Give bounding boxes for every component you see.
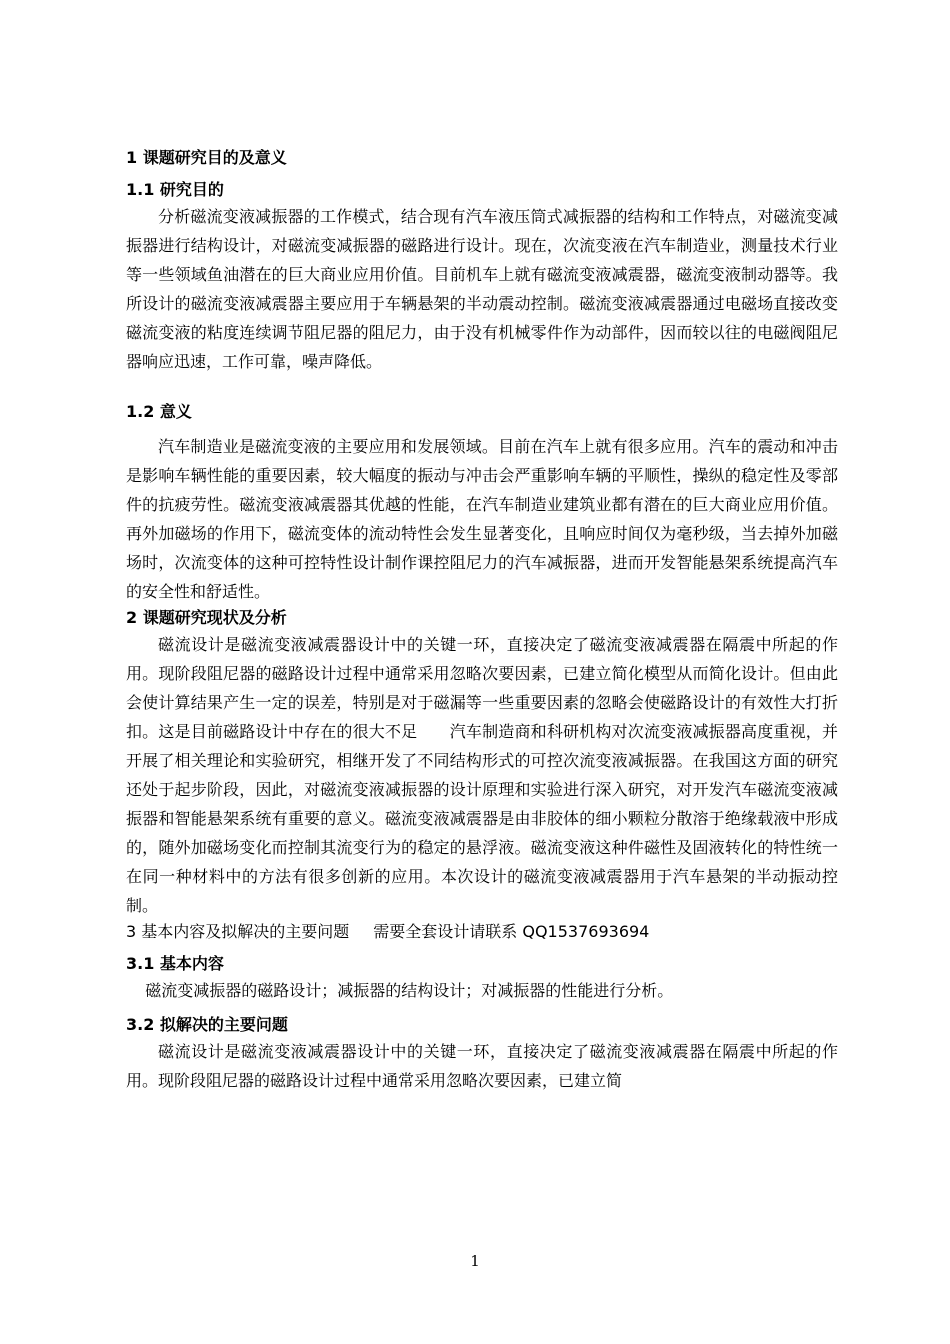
section-3-2-paragraph: 磁流设计是磁流变液减震器设计中的关键一环，直接决定了磁流变液减震器在隔震中所起的作用。现阶段阻尼器的磁路设计过程中通常采用忽略次要因素，已建立简 (126, 1042, 838, 1090)
section-1-1-heading: 1.1 研究目的 (126, 180, 224, 199)
page-content (126, 146, 838, 1095)
section-3-heading: 3 基本内容及拟解决的主要问题 (126, 922, 350, 941)
section-3-2-heading: 3.2 拟解决的主要问题 (126, 1015, 288, 1034)
section-1-heading: 1 课题研究目的及意义 (126, 148, 287, 167)
section-1-2-heading: 1.2 意义 (126, 402, 192, 421)
section-1-2-paragraph: 汽车制造业是磁流变液的主要应用和发展领域。目前在汽车上就有很多应用。汽车的震动和冲击是影响车辆性能的重要因素，较大幅度的振动与冲击会严重影响车辆的平顺性，操纵的稳定性及零部件的抗疲劳性。磁流变液减震器其优越的性能，在汽车制造业建筑业都有潜在的巨大商业应用价值。再外加磁场的作用下，磁流变体的流动特性会发生显著变化，且响应时间仅为毫秒级，当去掉外加磁场时，次流变体的这种可控特性设计制作课控阻尼力的汽车减振器，进而开发智能悬架系统提高汽车的安全性和舒适性。 (126, 437, 838, 601)
contact-note: 需要全套设计请联系 QQ1537693694 (373, 922, 650, 941)
section-2-heading: 2 课题研究现状及分析 (126, 608, 287, 627)
section-2-paragraph: 磁流设计是磁流变液减震器设计中的关键一环，直接决定了磁流变液减震器在隔震中所起的作用。现阶段阻尼器的磁路设计过程中通常采用忽略次要因素，已建立简化模型从而简化设计。但由此会使计算结果产生一定的误差，特别是对于磁漏等一些重要因素的忽略会使磁路设计的有效性大打折扣。这是目前磁路设计中存在的很大不足 汽车制造商和科研机构对次流变液减振器高度重视，并开展了相关理论和实验研究，相继开发了不同结构形式的可控次流变液减振器。在我国这方面的研究还处于起步阶段，因此，对磁流变液减振器的设计原理和实验进行深入研究，对开发汽车磁流变液减振器和智能悬架系统有重要的意义。磁流变液减震器是由非胶体的细小颗粒分散溶于绝缘载液中形成的，随外加磁场变化而控制其流变行为的稳定的悬浮液。磁流变液这种件磁性及固液转化的特性统一在同一种材料中的方法有很多创新的应用。本次设计的磁流变液减震器用于汽车悬架的半动振动控制。 (126, 635, 838, 915)
section-3-1-paragraph: 磁流变减振器的磁路设计；减振器的结构设计；对减振器的性能进行分析。 (145, 981, 674, 1000)
section-3-heading-row (126, 920, 838, 944)
page-number: 1 (470, 1252, 480, 1270)
section-3-1-heading: 3.1 基本内容 (126, 954, 224, 973)
section-1-1-paragraph: 分析磁流变液减振器的工作模式，结合现有汽车液压筒式减振器的结构和工作特点，对磁流变减振器进行结构设计，对磁流变减振器的磁路进行设计。现在，次流变液在汽车制造业，测量技术行业等一些领域鱼油潜在的巨大商业应用价值。目前机车上就有磁流变液减震器，磁流变液制动器等。我所设计的磁流变液减震器主要应用于车辆悬架的半动震动控制。磁流变液减震器通过电磁场直接改变磁流变液的粘度连续调节阻尼器的阻尼力，由于没有机械零件作为动部件，因而较以往的电磁阀阻尼器响应迅速，工作可靠，噪声降低。 (126, 207, 838, 371)
